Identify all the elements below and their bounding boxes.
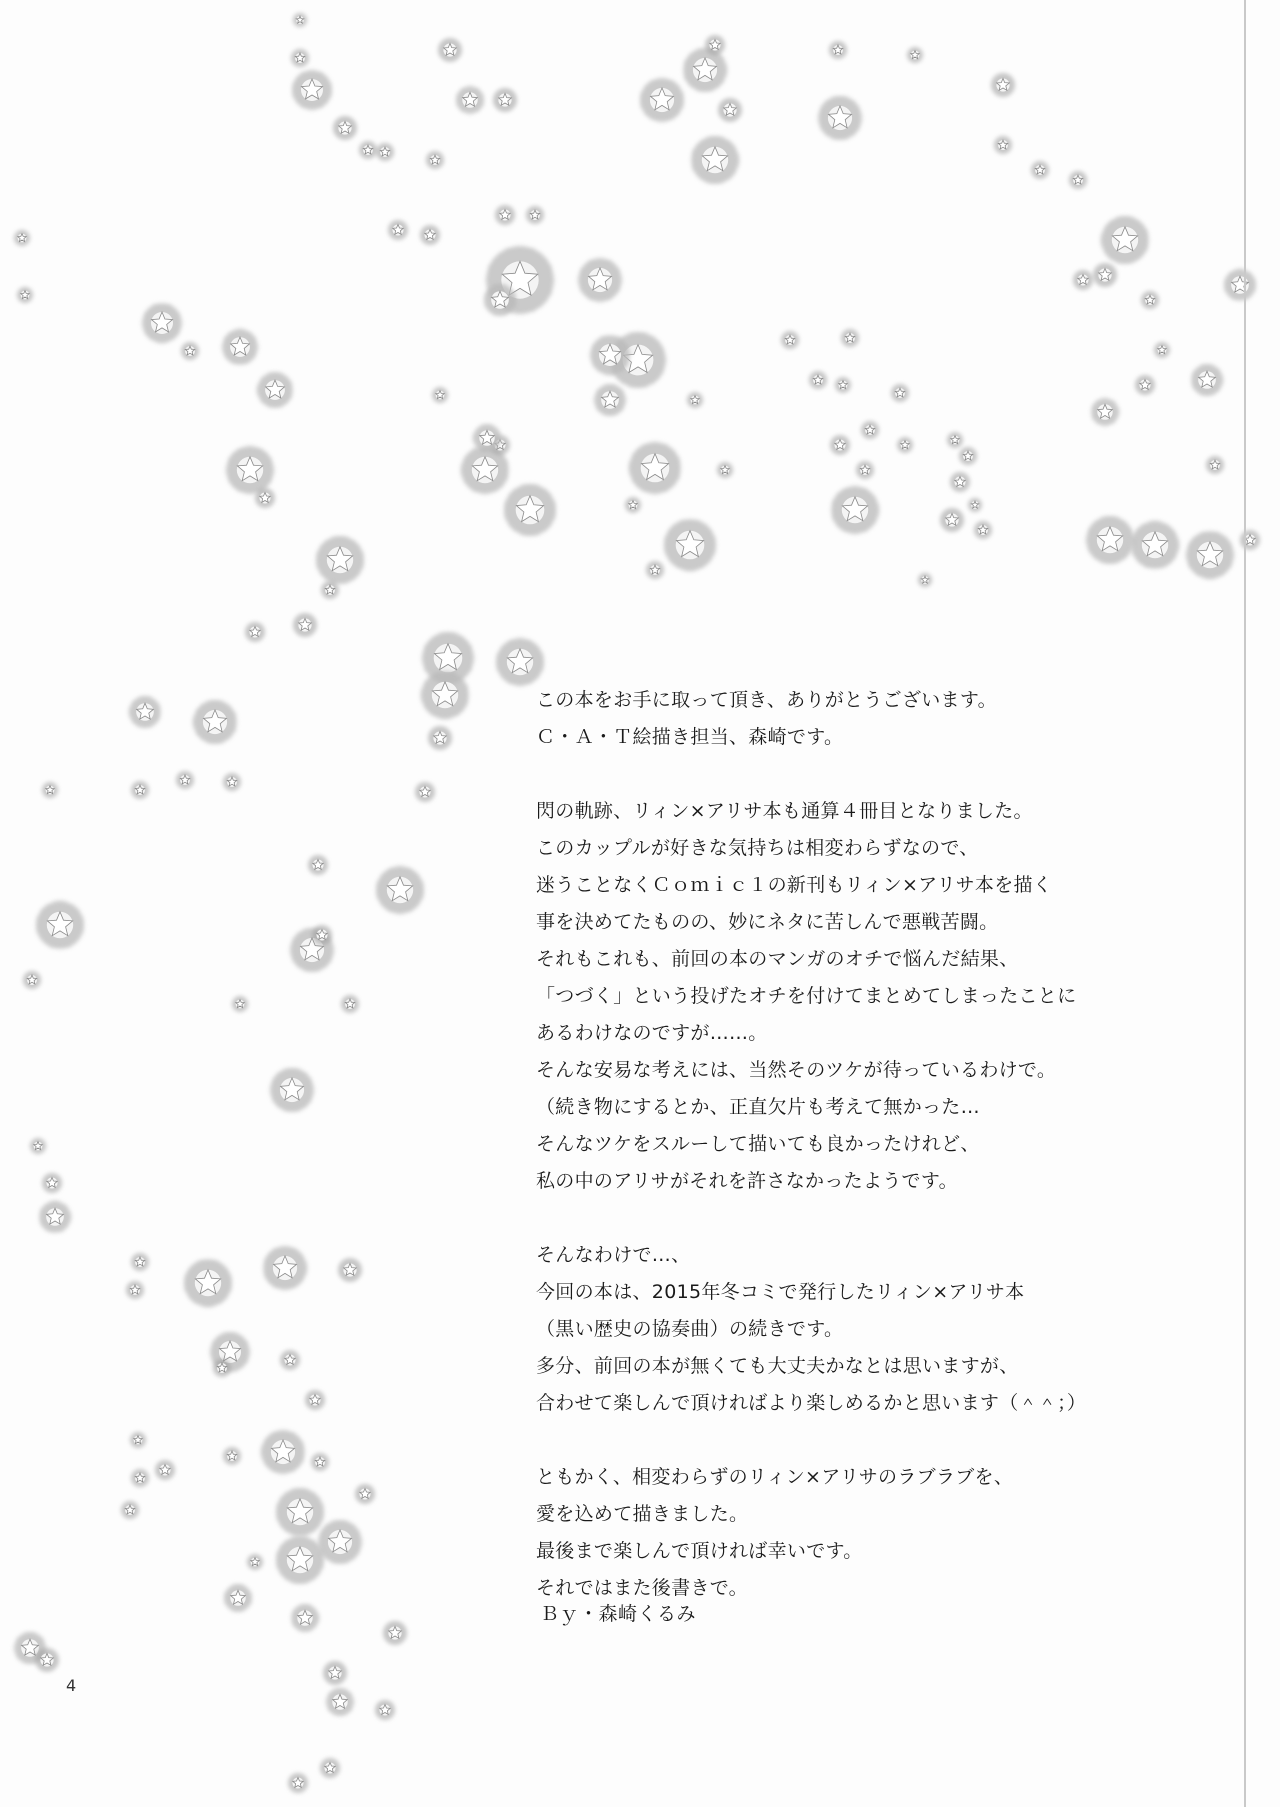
- star-bubble-icon: [861, 421, 879, 439]
- star-bubble-icon: [30, 1138, 46, 1154]
- star-bubble-icon: [1206, 456, 1224, 474]
- star-bubble-icon: [438, 38, 462, 62]
- star-bubble-icon: [426, 151, 444, 169]
- star-bubble-icon: [181, 342, 199, 360]
- star-bubble-icon: [829, 41, 847, 59]
- star-bubble-icon: [263, 1246, 307, 1290]
- star-bubble-icon: [35, 1648, 59, 1672]
- afterword-text: [536, 682, 1096, 1644]
- star-bubble-icon: [1224, 269, 1256, 301]
- star-bubble-icon: [1093, 263, 1117, 287]
- star-bubble-icon: [291, 49, 309, 67]
- star-bubble-icon: [493, 88, 517, 112]
- text-line: そんな安易な考えには、当然そのツケが待っているわけで。: [536, 1059, 1057, 1081]
- star-bubble-icon: [664, 519, 716, 571]
- star-bubble-icon: [818, 96, 862, 140]
- star-bubble-icon: [312, 925, 332, 945]
- star-bubble-icon: [590, 335, 630, 375]
- text-line: このカップルが好きな気持ちは相変わらずなので、: [536, 837, 979, 859]
- star-bubble-icon: [841, 329, 859, 347]
- text-line: この本をお手に取って頂き、ありがとうございます。: [536, 689, 997, 711]
- text-line: 合わせて楽しんで頂ければより楽しめるかと思います（＾＾；）: [536, 1392, 1087, 1414]
- star-bubble-icon: [223, 773, 241, 791]
- star-bubble-icon: [14, 230, 30, 246]
- star-bubble-icon: [305, 1390, 325, 1410]
- star-bubble-icon: [940, 508, 964, 532]
- star-bubble-icon: [130, 1432, 146, 1448]
- text-line: 迷うことなくＣｏｍｉｃ１の新刊もリィン×アリサ本を描く: [536, 874, 1053, 896]
- star-bubble-icon: [640, 78, 684, 122]
- star-bubble-icon: [456, 86, 484, 114]
- star-bubble-icon: [781, 331, 799, 349]
- star-bubble-icon: [1073, 270, 1093, 290]
- text-line: （黒い歴史の協奏曲）の続きです。: [536, 1318, 844, 1340]
- star-bubble-icon: [918, 573, 932, 587]
- star-bubble-icon: [968, 498, 982, 512]
- star-bubble-icon: [176, 771, 194, 789]
- star-bubble-icon: [504, 484, 556, 536]
- text-line: それもこれも、前回の本のマンガのオチで悩んだ結果、: [536, 948, 1019, 970]
- star-bubble-icon: [432, 387, 448, 403]
- star-bubble-icon: [247, 1554, 263, 1570]
- star-bubble-icon: [691, 136, 739, 184]
- star-bubble-icon: [683, 48, 727, 92]
- star-bubble-icon: [255, 488, 275, 508]
- star-bubble-icon: [835, 377, 851, 393]
- star-bubble-icon: [129, 696, 161, 728]
- text-line: 私の中のアリサがそれを許さなかったようです。: [536, 1170, 958, 1192]
- text-line: そんなツケをスルーして描いても良かったけれど、: [536, 1133, 980, 1155]
- paragraph-greeting: [536, 682, 1096, 756]
- star-bubble-icon: [155, 1460, 175, 1480]
- star-bubble-icon: [1101, 216, 1149, 264]
- text-line: 最後まで楽しんで頂ければ幸いです。: [536, 1540, 863, 1562]
- star-bubble-icon: [1135, 375, 1155, 395]
- star-bubble-icon: [131, 1469, 149, 1487]
- star-bubble-icon: [126, 1281, 144, 1299]
- star-bubble-icon: [687, 392, 703, 408]
- star-bubble-icon: [245, 622, 265, 642]
- star-bubble-icon: [291, 1604, 319, 1632]
- star-bubble-icon: [131, 781, 149, 799]
- star-bubble-icon: [257, 372, 293, 408]
- star-bubble-icon: [629, 442, 681, 494]
- star-bubble-icon: [142, 303, 182, 343]
- star-bubble-icon: [1086, 516, 1134, 564]
- star-bubble-icon: [1031, 161, 1049, 179]
- star-bubble-icon: [261, 1430, 305, 1474]
- text-line: 閃の軌跡、リィン×アリサ本も通算４冊目となりました。: [536, 800, 1033, 822]
- star-bubble-icon: [288, 1773, 308, 1793]
- paragraph-sequel: [536, 1237, 1096, 1422]
- text-line: ともかく、相変わらずのリィン×アリサのラブラブを、: [536, 1466, 1014, 1488]
- star-bubble-icon: [121, 1501, 139, 1519]
- star-bubble-icon: [213, 1359, 231, 1377]
- star-bubble-icon: [270, 1068, 314, 1112]
- star-bubble-icon: [316, 536, 364, 584]
- star-bubble-icon: [420, 225, 440, 245]
- star-bubble-icon: [375, 1700, 395, 1720]
- star-bubble-icon: [42, 1173, 62, 1193]
- star-bubble-icon: [320, 1758, 340, 1778]
- star-bubble-icon: [897, 437, 913, 453]
- star-bubble-icon: [974, 521, 992, 539]
- star-bubble-icon: [280, 1350, 300, 1370]
- star-bubble-icon: [326, 1688, 354, 1716]
- star-bubble-icon: [856, 461, 874, 479]
- paragraph-story: [536, 793, 1096, 1200]
- star-bubble-icon: [36, 901, 84, 949]
- text-line: （続き物にするとか、正直欠片も考えて無かった…: [536, 1096, 980, 1118]
- star-bubble-icon: [415, 782, 435, 802]
- text-line: Ｃ・Ａ・Ｔ絵描き担当、森崎です。: [536, 726, 844, 748]
- star-bubble-icon: [223, 1447, 241, 1465]
- star-bubble-icon: [276, 1536, 324, 1584]
- star-bubble-icon: [39, 1201, 71, 1233]
- star-bubble-icon: [184, 1259, 232, 1307]
- star-bubble-icon: [1154, 342, 1170, 358]
- star-bubble-icon: [376, 866, 424, 914]
- star-bubble-icon: [717, 462, 733, 478]
- star-bubble-icon: [341, 995, 359, 1013]
- star-bubble-icon: [311, 1453, 329, 1471]
- star-bubble-icon: [950, 472, 970, 492]
- star-bubble-icon: [907, 47, 923, 63]
- star-bubble-icon: [526, 206, 544, 224]
- text-line: 事を決めてたものの、妙にネタに苦しんで悪戦苦闘。: [536, 911, 999, 933]
- star-bubble-icon: [359, 141, 377, 159]
- star-bubble-icon: [594, 384, 626, 416]
- star-bubble-icon: [388, 220, 408, 240]
- page-number: 4: [66, 1676, 77, 1695]
- star-bubble-icon: [578, 258, 622, 302]
- star-bubble-icon: [891, 384, 909, 402]
- star-bubble-icon: [1131, 521, 1179, 569]
- star-bubble-icon: [23, 971, 41, 989]
- star-bubble-icon: [333, 116, 357, 140]
- text-line: 多分、前回の本が無くても大丈夫かなとは思いますが、: [536, 1355, 1019, 1377]
- text-line: 今回の本は、2015年冬コミで発行したリィン×アリサ本: [536, 1281, 1025, 1303]
- star-bubble-icon: [959, 447, 977, 465]
- star-bubble-icon: [1191, 364, 1223, 396]
- star-bubble-icon: [947, 432, 963, 448]
- star-bubble-icon: [338, 1258, 362, 1282]
- star-bubble-icon: [323, 1661, 347, 1685]
- star-bubble-icon: [718, 98, 742, 122]
- star-bubble-icon: [222, 329, 258, 365]
- star-bubble-icon: [355, 1484, 375, 1504]
- star-bubble-icon: [495, 205, 515, 225]
- star-bubble-icon: [1141, 291, 1159, 309]
- star-bubble-icon: [42, 782, 58, 798]
- star-bubble-icon: [376, 143, 394, 161]
- star-bubble-icon: [226, 446, 274, 494]
- star-bubble-icon: [625, 497, 641, 513]
- star-bubble-icon: [293, 613, 317, 637]
- star-bubble-icon: [809, 371, 827, 389]
- star-bubble-icon: [193, 700, 237, 744]
- star-bubble-icon: [293, 13, 307, 27]
- star-bubble-icon: [17, 287, 33, 303]
- star-bubble-icon: [276, 1488, 324, 1536]
- text-line: 愛を込めて描きました。: [536, 1503, 749, 1525]
- star-bubble-icon: [705, 35, 725, 55]
- star-bubble-icon: [321, 581, 339, 599]
- star-bubble-icon: [1091, 398, 1119, 426]
- star-bubble-icon: [646, 561, 664, 579]
- star-bubble-icon: [131, 1253, 149, 1271]
- star-bubble-icon: [232, 996, 248, 1012]
- star-bubble-icon: [318, 1520, 362, 1564]
- star-bubble-icon: [383, 1621, 407, 1645]
- star-bubble-icon: [473, 424, 501, 452]
- text-line: 「つづく」という投げたオチを付けてまとめてしまったことに: [536, 985, 1077, 1007]
- star-bubble-icon: [308, 855, 328, 875]
- text-line: そんなわけで…、: [536, 1244, 691, 1266]
- text-line: それではまた後書きで。: [536, 1577, 748, 1599]
- paragraph-closing: [536, 1459, 1096, 1607]
- star-bubble-icon: [831, 486, 879, 534]
- star-bubble-icon: [421, 671, 469, 719]
- star-bubble-icon: [496, 638, 544, 686]
- star-bubble-icon: [1069, 171, 1087, 189]
- star-bubble-icon: [484, 284, 516, 316]
- star-bubble-icon: [1186, 531, 1234, 579]
- star-bubble-icon: [428, 726, 452, 750]
- star-bubble-icon: [1240, 530, 1260, 550]
- author-byline: Ｂｙ・森崎くるみ: [540, 1603, 697, 1625]
- page-edge-line: [1244, 0, 1246, 1807]
- star-bubble-icon: [292, 70, 332, 110]
- star-bubble-icon: [224, 1584, 252, 1612]
- star-bubble-icon: [994, 136, 1012, 154]
- text-line: あるわけなのですが……。: [536, 1022, 768, 1044]
- star-bubble-icon: [830, 435, 850, 455]
- star-bubble-icon: [991, 73, 1015, 97]
